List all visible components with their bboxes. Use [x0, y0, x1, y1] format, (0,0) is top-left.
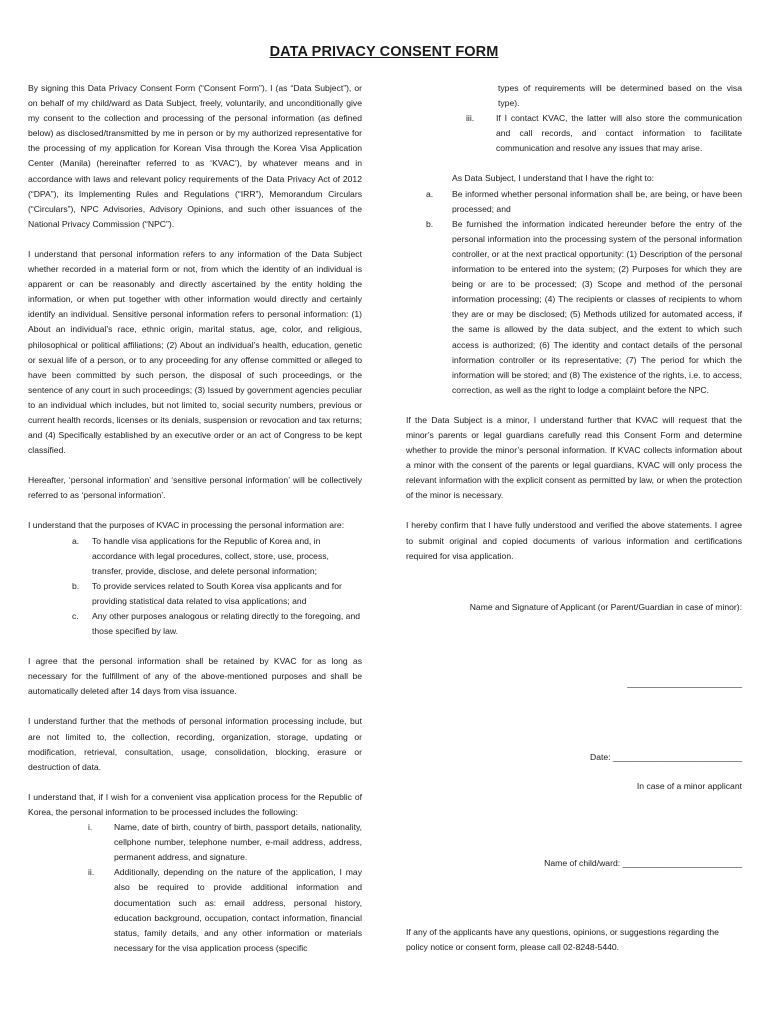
minor-case-label: In case of a minor applicant — [636, 781, 742, 791]
right-text: Be furnished the information indicated hereunder before the entry of the personal information into the processing system of the personal information controller, or at the next practical opportunity: (1) Description of the personal information to be entered into the system; (2) Purposes for which they are being or are to be processed; (3) Scope and method of the personal information processing; (4) The recipients or classes of recipients to whom they are or may be disclosed; (5) Methods utilized for automated access, if the same is allowed by the data subject, and the extent to which such access is authorized; (6) The identity and contact details of the personal information controller or its representative; (7) The period for which the information will be stored; and (8) The existence of the rights, i.e. to access, correction, as well as the right to lodge a complaint before the NPC. — [452, 218, 742, 395]
purpose-text: To handle visa applications for the Republic of Korea and, in accordance with legal procedures, collect, store, use, process, transfer, provide, disclose, and delete personal information; — [92, 535, 329, 576]
purpose-item — [28, 579, 362, 609]
collective-reference: Hereafter, ‘personal information’ and ‘sensitive personal information’ will be collectively referred to as ‘personal information’. — [28, 475, 362, 501]
confirmation-paragraph: I hereby confirm that I have fully understood and verified the above statements. I agree to submit original and copied documents of various information and certifications required for visa application. — [406, 520, 742, 561]
purpose-item — [28, 609, 362, 639]
info-item — [28, 820, 362, 865]
retention-paragraph: I agree that the personal information shall be retained by KVAC for as long as necessary for the fulfillment of any of the above-mentioned purposes and shall be automatically deleted after 14 days from visa issuance. — [28, 656, 362, 697]
info-item-continuation: types of requirements will be determined based on the visa type). — [498, 83, 742, 109]
list-marker: b. — [426, 218, 434, 229]
purpose-text: Any other purposes analogous or relating directly to the foregoing, and those specified by law. — [92, 611, 361, 637]
info-processed-intro: I understand that, if I wish for a convenient visa application process for the Republic of Korea, the personal information to be processed includes the following: — [28, 791, 362, 817]
purposes-intro: I understand that the purposes of KVAC in processing the personal information are: — [28, 520, 345, 531]
right-item — [406, 217, 742, 398]
purpose-item — [28, 534, 362, 579]
list-marker: a. — [426, 188, 434, 199]
list-marker: a. — [72, 535, 80, 546]
left-column — [28, 81, 362, 956]
info-item — [406, 111, 742, 156]
rights-intro: As Data Subject, I understand that I have the right to: — [452, 173, 655, 184]
purpose-text: To provide services related to South Korea visa applicants and for providing statistical data related to visa applications; and — [92, 580, 342, 606]
list-marker: iii. — [466, 113, 475, 124]
child-name-field[interactable]: Name of child/ward: _________________________ — [544, 858, 742, 868]
right-item — [406, 187, 742, 217]
info-text: Name, date of birth, country of birth, passport details, nationality, cellphone number, telephone number, e-mail address, address, permanent address, and signature. — [114, 822, 362, 863]
right-text: Be informed whether personal information shall be, are being, or have been processed; and — [452, 188, 742, 214]
personal-info-definition: I understand that personal information refers to any information of the Data Subject whether recorded in a material form or not, from which the identity of an individual is apparent or can be reasonably and directly ascertained by the entity holding the information, or when put together with other information would directly and certainly identify an individual. Sensitive personal information refers to personal information: (1) About an individual’s race, ethnic origin, marital status, age, color, and religious, philosophical or political affiliations; (2) About an individual’s health, education, genetic or sexual life of a person, or to any proceeding for any offense committed or alleged to have been committed by such person, the disposal of such proceedings, or the sentence of any court in such proceedings; (3) Issued by government agencies peculiar to an individual which includes, but not limited to, social security numbers, previous or current health records, licenses or its denials, suspension or revocation and tax returns; and (4) Specifically established by an executive order or an act of Congress to be kept classified. — [28, 248, 362, 456]
date-field[interactable]: Date: ___________________________ — [590, 752, 742, 762]
list-marker: c. — [72, 611, 79, 621]
right-column — [406, 81, 742, 564]
list-marker: ii. — [88, 867, 95, 878]
minor-paragraph: If the Data Subject is a minor, I understand further that KVAC will request that the minor’s parents or legal guardians carefully read this Consent Form and determine whether to provide the minor’s personal information. If KVAC collects information about a minor with the consent of the parents or legal guardians, KVAC will only process the relevant information with the explicit consent as permitted by law, or when the protection of the minor is necessary. — [406, 414, 742, 501]
signature-line[interactable]: ________________________ — [627, 678, 742, 688]
list-marker: i. — [88, 822, 93, 833]
list-marker: b. — [72, 580, 80, 591]
signature-label: Name and Signature of Applicant (or Parent/Guardian in case of minor): — [469, 602, 742, 612]
contact-text: If any of the applicants have any questions, opinions, or suggestions regarding the policy notice or consent form, please call 02-8248-5440. — [406, 927, 719, 953]
info-text: Additionally, depending on the nature of the application, I may also be required to provide additional information and documentation such as: email address, personal history, education background, occupation, contact information, financial status, family details, and any other information or materials necessary for the visa application process (specific — [114, 867, 362, 953]
info-item — [28, 865, 362, 956]
methods-paragraph: I understand further that the methods of personal information processing include, but are not limited to, the collection, recording, organization, storage, updating or modification, retrieval, consultation, usage, consolidation, blocking, erasure or destruction of data. — [28, 716, 362, 772]
info-text: If I contact KVAC, the latter will also store the communication and call records, and contact information to facilitate communication and resolve any issues that may arise. — [496, 113, 742, 154]
contact-paragraph — [406, 925, 742, 955]
form-title: DATA PRIVACY CONSENT FORM — [269, 44, 499, 60]
consent-paragraph: By signing this Data Privacy Consent Form (“Consent Form”), I (as “Data Subject”), or on behalf of my child/ward as Data Subject, freely, voluntarily, and unconditionally give my consent to the collection and processing of the personal information (as defined below) as disclosed/transmitted by me in person or by my authorized representative for the processing of my application for Korean Visa through the Korea Visa Application Center (Manila) (hereinafter referred to as ‘KVAC’), by whatever means and in accordance with laws and relevant policy requirements of the Data Privacy Act of 2012 (“DPA”), its Implementing Rules and Regulations (“IRR”), Memorandum Circulars (“Circulars”), NPC Advisories, Advisory Opinions, and such other issuances of the National Privacy Commission (“NPC”). — [28, 83, 362, 229]
